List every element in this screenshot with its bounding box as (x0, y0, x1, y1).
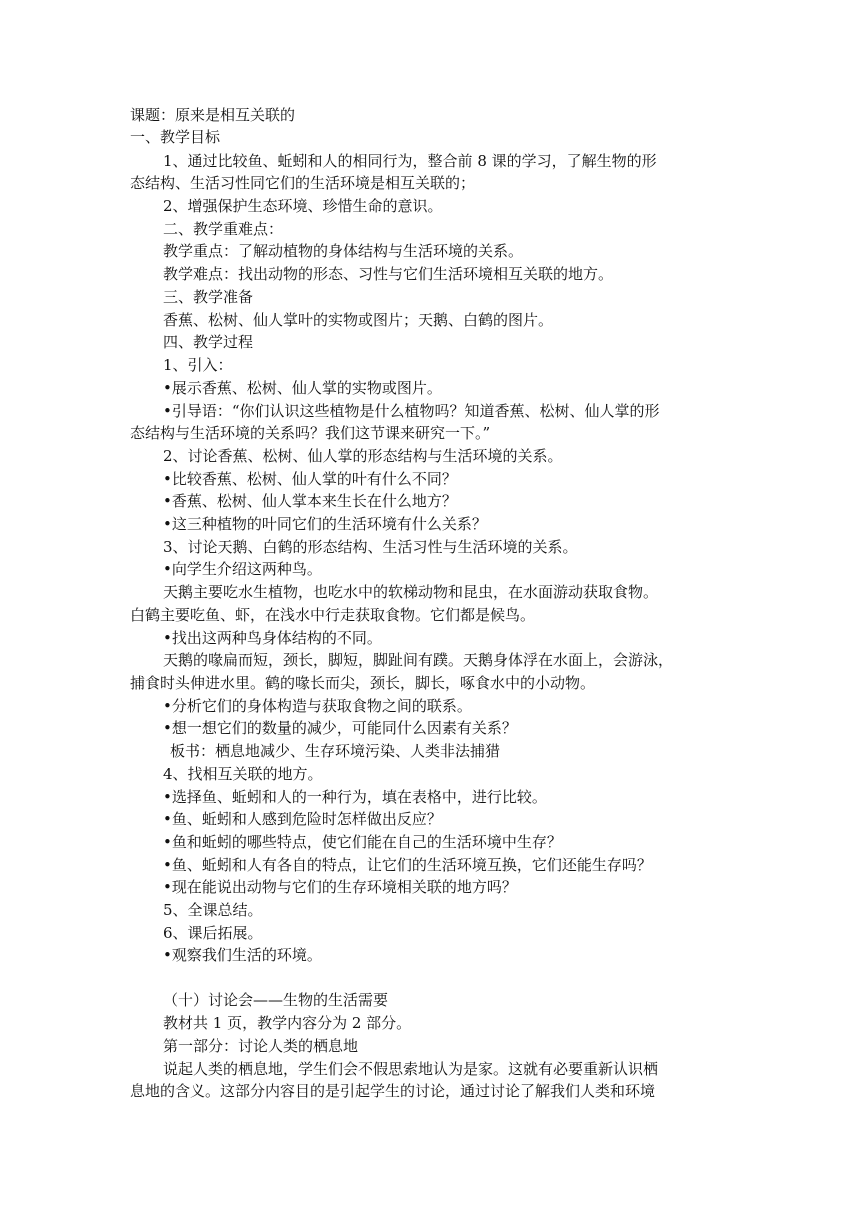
bullet-line: •这三种植物的叶同它们的生活环境有什么关系？ (163, 515, 487, 533)
paragraph-line: 教学难点：找出动物的形态、习性与它们生活环境相互关联的地方。 (163, 265, 614, 283)
paragraph-line: 说起人类的栖息地，学生们会不假思索地认为是家。这就有必要重新认识栖 (163, 1060, 659, 1078)
paragraph-line: 4、找相互关联的地方。 (163, 765, 323, 783)
paragraph-line: 3、讨论天鹅、白鹤的形态结构、生活习性与生活环境的关系。 (163, 538, 578, 556)
paragraph-line: 捕食时头伸进水里。鹤的喙长而尖，颈长，脚长，啄食水中的小动物。 (130, 674, 596, 692)
bullet-line: •选择鱼、蚯蚓和人的一种行为，填在表格中，进行比较。 (163, 788, 547, 806)
bullet-line: •香蕉、松树、仙人掌本来生长在什么地方？ (163, 492, 457, 510)
paragraph-line: 香蕉、松树、仙人掌叶的实物或图片；天鹅、白鹤的图片。 (163, 311, 554, 329)
paragraph-line: 教学重点：了解动植物的身体结构与生活环境的关系。 (163, 242, 524, 260)
paragraph-line: 态结构与生活环境的关系吗？我们这节课来研究一下。” (130, 424, 491, 442)
bullet-line: •鱼和蚯蚓的哪些特点，使它们能在自己的生活环境中生存？ (163, 833, 562, 851)
paragraph-line: 天鹅主要吃水生植物，也吃水中的软梯动物和昆虫，在水面游动获取食物。 (163, 583, 659, 601)
bullet-line: •鱼、蚯蚓和人感到危险时怎样做出反应？ (163, 810, 442, 828)
bullet-line: •比较香蕉、松树、仙人掌的叶有什么不同？ (163, 470, 457, 488)
bullet-line: •想一想它们的数量的减少，可能同什么因素有关系？ (163, 719, 517, 737)
paragraph-line: 教材共 1 页，教学内容分为 2 部分。 (163, 1014, 412, 1032)
paragraph-line: 天鹅的喙扁而短，颈长，脚短，脚趾间有蹼。天鹅身体浮在水面上，会游泳， (163, 651, 674, 669)
section-heading-objectives: 一、教学目标 (130, 128, 221, 146)
paragraph-line: 6、课后拓展。 (163, 924, 263, 942)
paragraph-line: 态结构、生活习性同它们的生活环境是相互关联的； (130, 174, 476, 192)
bullet-line: •现在能说出动物与它们的生存环境相关联的地方吗？ (163, 878, 517, 896)
bullet-line: •鱼、蚯蚓和人有各自的特点，让它们的生活环境互换，它们还能生存吗？ (163, 856, 652, 874)
bullet-line: •展示香蕉、松树、仙人掌的实物或图片。 (163, 379, 442, 397)
lesson-title: 课题：原来是相互关联的 (130, 106, 296, 124)
section-heading-process: 四、教学过程 (163, 333, 254, 351)
bullet-line: •分析它们的身体构造与获取食物之间的联系。 (163, 697, 472, 715)
paragraph-line: 第一部分：讨论人类的栖息地 (163, 1037, 359, 1055)
bullet-line: •观察我们生活的环境。 (163, 946, 322, 964)
paragraph-line: 1、引入： (163, 356, 233, 374)
blackboard-note: 板书：栖息地减少、生存环境污染、人类非法捕猎 (170, 742, 501, 760)
paragraph-line: 1、通过比较鱼、蚯蚓和人的相同行为，整合前 8 课的学习，了解生物的形 (163, 152, 657, 170)
paragraph-line: 5、全课总结。 (163, 901, 263, 919)
section-heading-key-points: 二、教学重难点： (163, 220, 284, 238)
bullet-line: •引导语：“你们认识这些植物是什么植物吗？知道香蕉、松树、仙人掌的形 (163, 402, 660, 420)
section-heading-preparation: 三、教学准备 (163, 288, 254, 306)
bullet-line: •向学生介绍这两种鸟。 (163, 560, 322, 578)
paragraph-line: 2、增强保护生态环境、珍惜生命的意识。 (163, 197, 443, 215)
paragraph-line: 息地的含义。这部分内容目的是引起学生的讨论，通过讨论了解我们人类和环境 (130, 1082, 656, 1100)
bullet-line: •找出这两种鸟身体结构的不同。 (163, 629, 382, 647)
section-heading-discussion: （十）讨论会——生物的生活需要 (163, 991, 389, 1009)
paragraph-line: 白鹤主要吃鱼、虾，在浅水中行走获取食物。它们都是候鸟。 (130, 606, 536, 624)
paragraph-line: 2、讨论香蕉、松树、仙人掌的形态结构与生活环境的关系。 (163, 447, 563, 465)
